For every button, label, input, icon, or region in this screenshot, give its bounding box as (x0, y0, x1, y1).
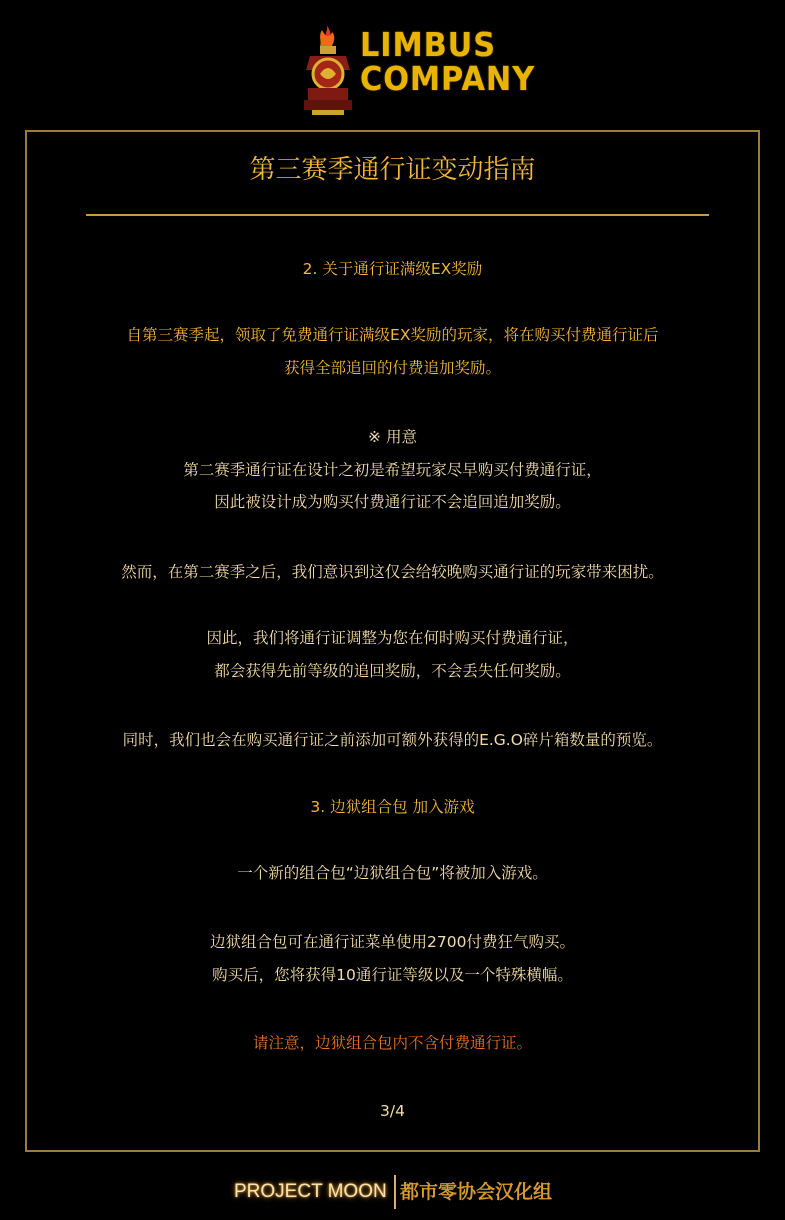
footer-separator (394, 1175, 396, 1209)
logo-text-line2: COMPANY (360, 59, 536, 98)
paragraph-line: 边狱组合包可在通行证菜单使用2700付费狂气购买。 (210, 933, 575, 951)
paragraph-line: 因此，我们将通行证调整为您在何时购买付费通行证， (206, 629, 579, 647)
logo-text-line1: LIMBUS (360, 25, 497, 64)
translation-group-name: 都市零协会汉化组 (400, 1181, 553, 1203)
paragraph-line: 然而，在第二赛季之后，我们意识到这仅会给较晚购买通行证的玩家带来困扰。 (121, 563, 664, 581)
footer-credits (234, 1172, 554, 1212)
project-moon-brand: PROJECT MOON (234, 1181, 387, 1202)
title-divider (86, 214, 709, 216)
logo-emblem-icon (300, 22, 356, 116)
paragraph-line: 购买后，您将获得10通行证等级以及一个特殊横幅。 (212, 966, 573, 984)
page-indicator: 3/4 (380, 1102, 405, 1120)
logo-wordmark (360, 25, 536, 98)
paragraph-line: 自第三赛季起，领取了免费通行证满级EX奖励的玩家，将在购买付费通行证后 (126, 326, 659, 344)
paragraph-line: 同时，我们也会在购买通行证之前添加可额外获得的E.G.O碎片箱数量的预览。 (122, 731, 663, 749)
limbus-company-logo (300, 22, 536, 116)
paragraph-line: 一个新的组合包“边狱组合包”将被加入游戏。 (237, 864, 548, 882)
note-heading: ※ 用意 (368, 428, 417, 446)
warning-note: 请注意，边狱组合包内不含付费通行证。 (252, 1034, 532, 1052)
paragraph-line: 第二赛季通行证在设计之初是希望玩家尽早购买付费通行证， (183, 461, 602, 479)
paragraph-line: 都会获得先前等级的追回奖励，不会丢失任何奖励。 (214, 662, 571, 680)
document-title: 第三赛季通行证变动指南 (249, 155, 536, 185)
section-heading-bundle: 3. 边狱组合包 加入游戏 (310, 798, 475, 816)
section-heading-ex-reward: 2. 关于通行证满级EX奖励 (302, 260, 483, 278)
paragraph-line: 因此被设计成为购买付费通行证不会追回追加奖励。 (214, 493, 571, 511)
paragraph-line: 获得全部追回的付费追加奖励。 (283, 359, 501, 377)
